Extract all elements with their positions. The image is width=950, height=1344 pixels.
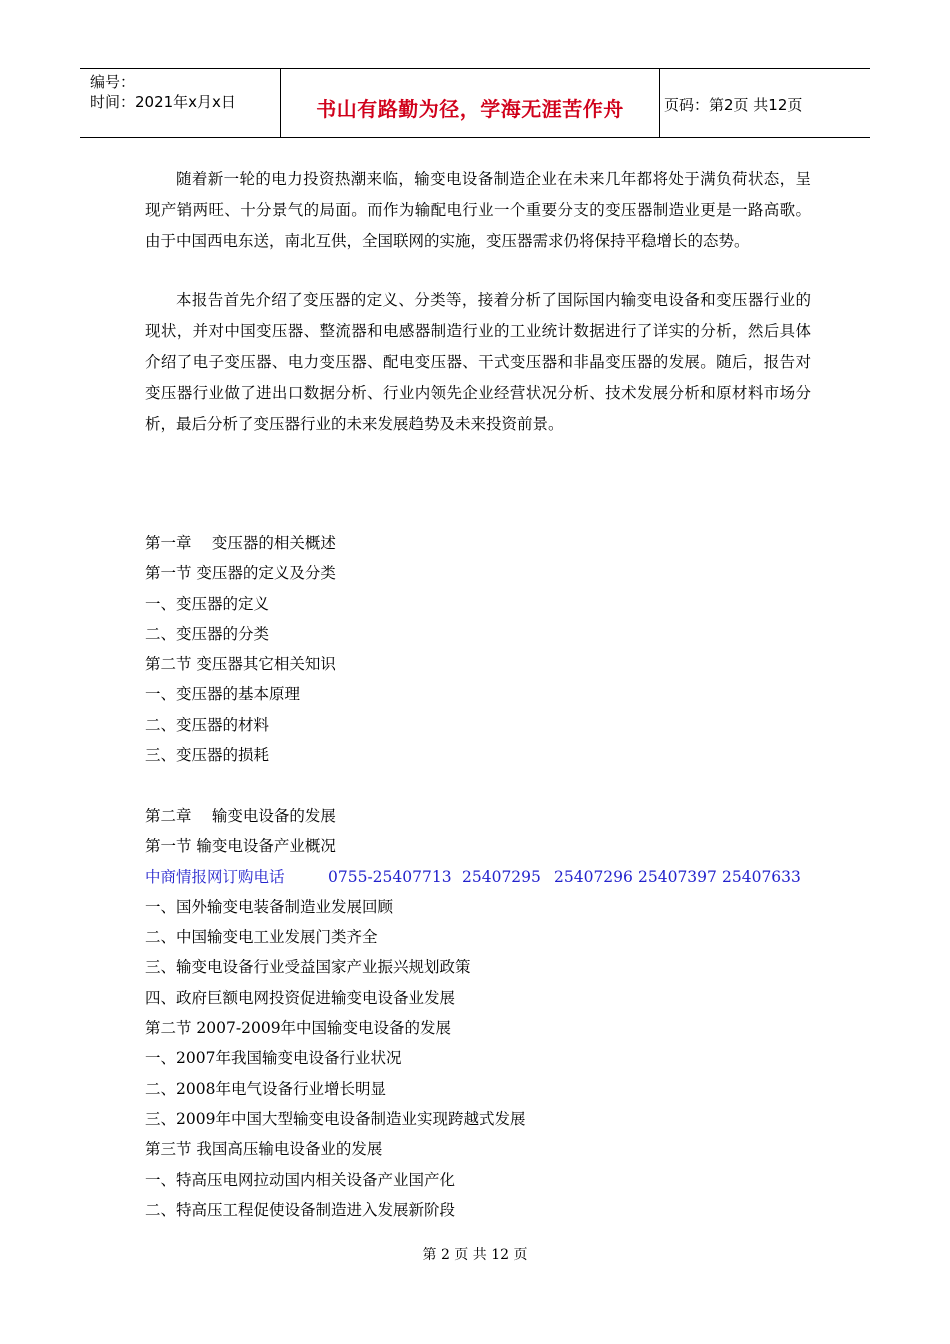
toc-item: 一、变压器的基本原理 bbox=[145, 685, 301, 704]
order-phone-number: 25407295 bbox=[462, 867, 541, 886]
header-left-cell bbox=[80, 69, 281, 137]
order-phone-number: 0755-25407713 bbox=[328, 867, 452, 886]
toc-chapter-1 bbox=[145, 528, 336, 770]
toc-item: 四、政府巨额电网投资促进输变电设备业发展 bbox=[145, 988, 456, 1007]
header-right-cell bbox=[660, 69, 870, 137]
order-phone-number: 25407397 bbox=[638, 867, 717, 886]
toc-item: 第二节 2007-2009年中国输变电设备的发展 bbox=[145, 1019, 452, 1038]
toc-item: 三、2009年中国大型输变电设备制造业实现跨越式发展 bbox=[145, 1109, 526, 1128]
intro-paragraph-1: 随着新一轮的电力投资热潮来临，输变电设备制造企业在未来几年都将处于满负荷状态，呈现产销两旺、十分景气的局面。而作为输配电行业一个重要分支的变压器制造业更是一路高歌。由于中国西电东送，南北互供，全国联网的实施，变压器需求仍将保持平稳增长的态势。 bbox=[145, 170, 811, 250]
toc-item: 二、2008年电气设备行业增长明显 bbox=[145, 1079, 386, 1098]
header-page-code: 页码：第2页 共12页 bbox=[664, 96, 803, 114]
intro-paragraph-2: 本报告首先介绍了变压器的定义、分类等，接着分析了国际国内输变电设备和变压器行业的现状，并对中国变压器、整流器和电感器制造行业的工业统计数据进行了详实的分析，然后具体介绍了电子变压器、电力变压器、配电变压器、干式变压器和非晶变压器的发展。随后，报告对变压器行业做了进出口数据分析、行业内领先企业经营状况分析、技术发展分析和原材料市场分析，最后分析了变压器行业的未来发展趋势及未来投资前景。 bbox=[145, 291, 811, 433]
page-footer: 第 2 页 共 12 页 bbox=[422, 1247, 528, 1263]
toc-item: 第一章 变压器的相关概述 bbox=[145, 534, 336, 552]
toc-item: 一、特高压电网拉动国内相关设备产业国产化 bbox=[145, 1170, 456, 1189]
serial-label: 编号： bbox=[90, 73, 136, 91]
toc-item: 一、2007年我国输变电设备行业状况 bbox=[145, 1049, 402, 1068]
order-phone-line bbox=[145, 862, 801, 892]
toc-item: 第二章 输变电设备的发展 bbox=[145, 807, 336, 825]
toc-item: 第三节 我国高压输电设备业的发展 bbox=[145, 1140, 383, 1159]
toc-item: 三、输变电设备行业受益国家产业振兴规划政策 bbox=[145, 958, 471, 977]
header-motto-cell bbox=[281, 69, 660, 137]
toc-chapter-2 bbox=[145, 801, 801, 1225]
toc-item: 一、变压器的定义 bbox=[145, 594, 270, 613]
time-label: 时间：2021年x月x日 bbox=[90, 93, 236, 111]
toc-item: 一、国外输变电装备制造业发展回顾 bbox=[145, 897, 394, 916]
toc-item: 第一节 输变电设备产业概况 bbox=[145, 837, 336, 856]
toc-item: 三、变压器的损耗 bbox=[145, 746, 270, 765]
order-phone-number: 25407296 bbox=[554, 867, 633, 886]
toc-item: 二、变压器的分类 bbox=[145, 624, 270, 643]
order-phone-number: 25407633 bbox=[722, 867, 801, 886]
toc-item: 二、变压器的材料 bbox=[145, 715, 270, 734]
header-motto: 书山有路勤为径，学海无涯苦作舟 bbox=[316, 97, 624, 121]
page-header bbox=[80, 68, 870, 138]
order-phone-label: 中商情报网订购电话 bbox=[145, 867, 285, 886]
toc-item: 二、中国输变电工业发展门类齐全 bbox=[145, 928, 378, 947]
toc-item: 第二节 变压器其它相关知识 bbox=[145, 655, 336, 674]
toc-item: 二、特高压工程促使设备制造进入发展新阶段 bbox=[145, 1200, 456, 1219]
toc-item: 第一节 变压器的定义及分类 bbox=[145, 564, 336, 583]
